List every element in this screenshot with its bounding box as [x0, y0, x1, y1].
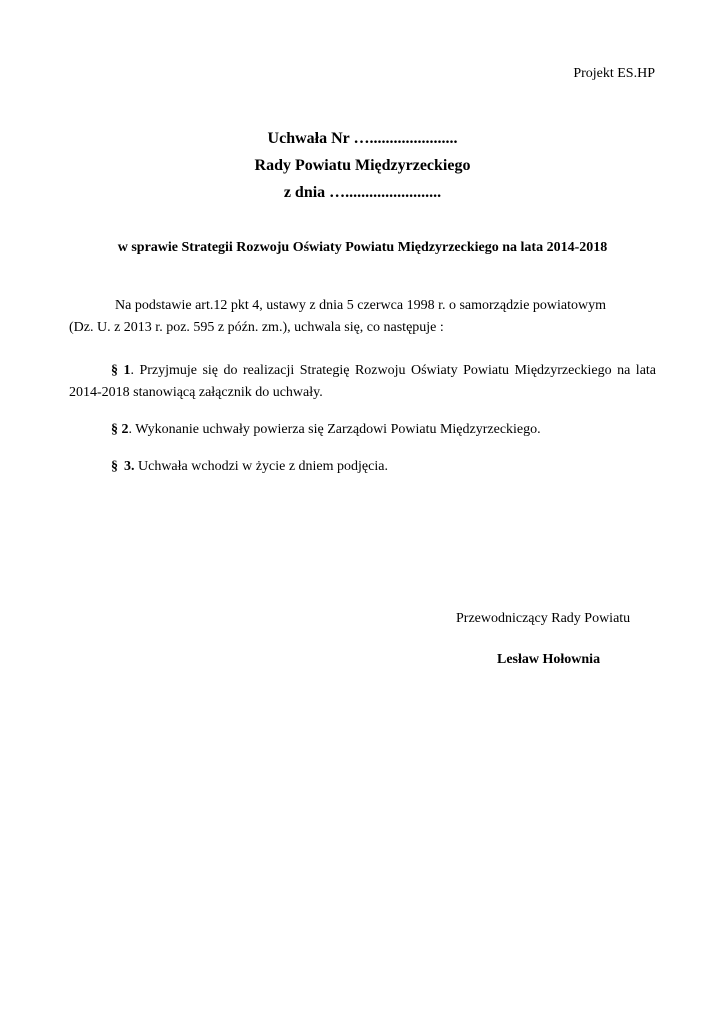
section-3 — [69, 456, 656, 478]
section-1-text: . Przyjmuje się do realizacji Strategię Rozwoju Oświaty Powiatu Międzyrzeckiego na lata 2014-2018 stanowiącą załącznik do uchwały. — [69, 363, 657, 400]
council-name-line: Rady Powiatu Międzyrzeckiego — [254, 157, 471, 174]
resolution-subject: w sprawie Strategii Rozwoju Oświaty Powiatu Międzyrzeckiego na lata 2014-2018 — [117, 240, 608, 255]
section-2-text: . Wykonanie uchwały powierza się Zarządowi Powiatu Międzyrzeckiego. — [128, 422, 541, 437]
section-3-text: Uchwała wchodzi w życie z dniem podjęcia. — [134, 459, 388, 474]
legal-basis-line-2: (Dz. U. z 2013 r. poz. 595 z późn. zm.), uchwala się, co następuje : — [69, 320, 444, 335]
signer-name: Lesław Hołownia — [497, 652, 601, 667]
document-tag: Projekt ES.HP — [573, 66, 655, 81]
signer-role: Przewodniczący Rady Powiatu — [456, 611, 631, 626]
section-3-mark-symbol: § — [111, 459, 118, 474]
resolution-number-line: Uchwała Nr …...................... — [267, 130, 458, 147]
legal-basis-paragraph — [69, 295, 659, 339]
section-2 — [69, 419, 656, 441]
section-1 — [69, 360, 656, 404]
resolution-date-line: z dnia …........................ — [283, 184, 442, 201]
section-3-mark-number: 3. — [124, 459, 135, 474]
section-1-mark: § 1 — [111, 363, 131, 378]
legal-basis-line-1: Na podstawie art.12 pkt 4, ustawy z dnia 5 czerwca 1998 r. o samorządzie powiatowym — [115, 298, 607, 313]
section-2-mark: § 2 — [111, 422, 129, 437]
